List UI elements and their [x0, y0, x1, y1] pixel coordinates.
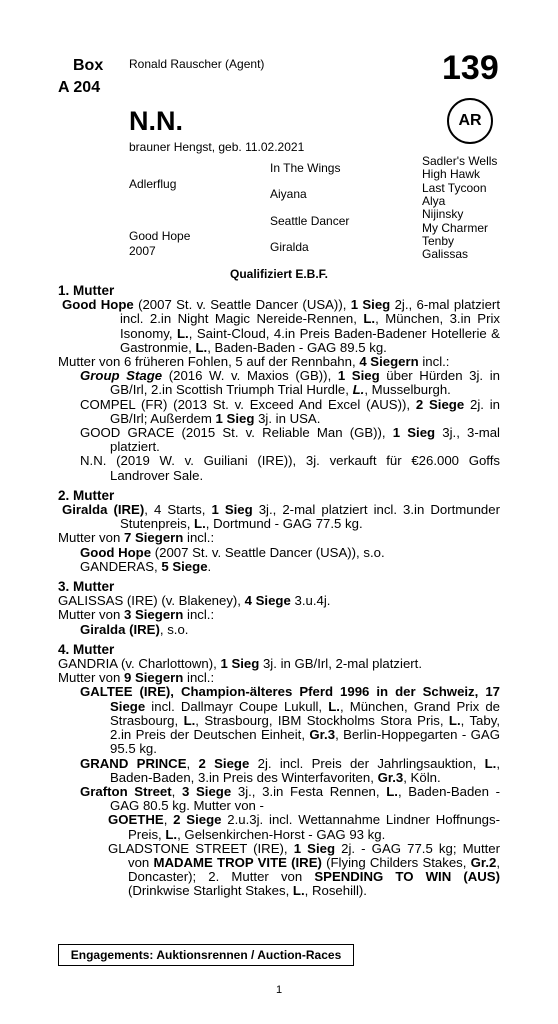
text: ,: [171, 783, 183, 799]
dam-name: Giralda (IRE): [62, 502, 145, 518]
box-number: A 204: [58, 79, 101, 96]
pedigree-dam: Good Hope: [129, 229, 191, 243]
lot-number: 139: [442, 49, 499, 87]
text: 3j. in GB/Irl, 2-mal platziert.: [259, 656, 423, 672]
text: , Rosehill).: [304, 883, 367, 899]
page-number: 1: [275, 984, 283, 996]
pedigree-gen2: Seattle Dancer: [270, 214, 350, 228]
dam-name: Good Hope: [62, 297, 134, 313]
text: 2j. in GB/Irl; Außerdem: [110, 396, 500, 426]
pedigree-sire: Adlerflug: [129, 177, 177, 191]
bold: 3 Siegern: [123, 607, 184, 623]
text: , München, 3.in Prix Isonomy,: [120, 311, 500, 341]
text: , Köln.: [403, 769, 441, 785]
produce-entry: [58, 398, 500, 426]
text: , Taby, 2.in Preis der Deutschen Einheit,: [110, 712, 500, 743]
text: (2016 W. v. Maxios (GB)),: [162, 368, 338, 384]
text: incl.:: [183, 607, 215, 623]
text: 3j., 3.in Festa Rennen,: [231, 783, 387, 799]
text: ,: [163, 812, 174, 828]
text: , Saint-Cloud, 4.in Preis Baden-Badener Hotellerie & Gastronmie,: [120, 325, 500, 355]
bold: 5 Siege: [161, 558, 208, 574]
text: , Dortmund - GAG 77.5 kg.: [205, 516, 363, 532]
produce-entry: [58, 454, 500, 482]
section-heading: 1. Mutter: [58, 283, 115, 298]
text: , Baden-Baden - GAG 89.5 kg.: [207, 339, 387, 355]
text: (2007 St. v. Seattle Dancer (USA)), s.o.: [151, 544, 385, 560]
bold: 1 Sieg: [293, 840, 335, 856]
pedigree-gen2: Aiyana: [270, 187, 307, 201]
text: GANDERAS,: [80, 558, 162, 574]
text: incl. Dallmayr Coupe Lukull,: [145, 698, 329, 714]
bold: L.: [194, 516, 206, 532]
dam-entry: [58, 503, 500, 531]
text: , München, Grand Prix de Strasbourg,: [110, 698, 500, 728]
text: (Drinkwise Starlight Stakes,: [128, 883, 293, 899]
bold: 2 Siege: [415, 396, 465, 412]
text: 3j. in USA.: [254, 410, 321, 426]
text: Mutter von: [58, 670, 124, 686]
pedigree-gen2: Giralda: [270, 240, 309, 254]
ar-badge: [447, 98, 493, 144]
produce-entry: [58, 560, 500, 574]
text: , Gelsenkirchen-Horst - GAG 93 kg.: [177, 826, 386, 842]
bold: Gr.3: [377, 769, 404, 785]
text: incl.:: [183, 530, 215, 546]
pedigree-gen3: Tenby: [422, 234, 455, 248]
pedigree-gen3: Galissas: [422, 247, 469, 261]
produce-entry: [58, 685, 500, 756]
bold: L.: [328, 698, 340, 714]
text: Mutter von: [58, 607, 124, 623]
produce-name: GALTEE (IRE), Champion-älteres Pferd 1996 in der Schweiz, 17 Siege: [80, 684, 500, 714]
bold: 1 Sieg: [220, 656, 260, 672]
pedigree-dam-year: 2007: [129, 244, 156, 258]
produce-name: Group Stage: [80, 368, 163, 384]
grandproduce-entry: [58, 842, 500, 899]
text: 2j. - GAG 77.5 kg; Mutter von: [128, 840, 500, 870]
bold: L.: [352, 382, 365, 398]
produce-name: Good Hope: [80, 544, 152, 560]
dam-entry: [58, 298, 500, 355]
text: Mutter von: [58, 530, 124, 546]
text: 2j., 6-mal platziert incl. 2.in Night Magic Nereide-Rennen,: [120, 297, 500, 327]
bold: SPENDING TO WIN (AUS): [314, 869, 500, 885]
text: .: [207, 558, 212, 574]
pedigree-gen2: In The Wings: [270, 161, 341, 175]
produce-intro: [58, 531, 500, 545]
agent: Ronald Rauscher (Agent): [129, 57, 265, 71]
produce-name: GRAND PRINCE: [80, 755, 187, 771]
text: GOOD GRACE (2015 St. v. Reliable Man (GB)),: [80, 425, 393, 441]
bold: 1 Sieg: [350, 297, 391, 313]
text: 3j., 3-mal platziert.: [110, 425, 500, 455]
text: über Hürden 3j. in GB/Irl, 2.in Scottish Triumph Trial Hurdle,: [110, 368, 500, 398]
text: (2007 St. v. Seattle Dancer (USA)),: [133, 297, 351, 313]
bold: 9 Siegern: [123, 670, 184, 686]
produce-intro: [58, 355, 500, 369]
engagements-box: Engagements: Auktionsrennen / Auction-Races: [58, 944, 354, 966]
text: GANDRIA (v. Charlottown),: [58, 656, 221, 672]
text: 3.u.4j.: [290, 593, 331, 609]
pedigree-gen3: Nijinsky: [422, 207, 464, 221]
text: 3j., 2-mal platziert incl. 3.in Dortmunder Stutenpreis,: [120, 502, 500, 532]
pedigree-gen3: Sadler's Wells: [422, 154, 498, 168]
bold: 1 Sieg: [337, 368, 380, 384]
bold: 2 Siege: [198, 755, 250, 771]
bold: L.: [195, 339, 208, 355]
bold: 7 Siegern: [123, 530, 184, 546]
horse-name: N.N.: [129, 106, 183, 136]
bold: L.: [484, 755, 497, 771]
text: , Baden-Baden, 3.in Preis des Winterfavoriten,: [110, 755, 501, 785]
text: , s.o.: [159, 621, 189, 637]
bold: Gr.3: [309, 727, 336, 743]
produce-entry: [58, 623, 500, 637]
section-heading: 2. Mutter: [58, 487, 115, 503]
section-heading: 4. Mutter: [58, 641, 115, 657]
bold: L.: [448, 712, 461, 728]
box-label: Box: [73, 57, 104, 74]
text: , Strasbourg, IBM Stockholms Stora Pris,: [195, 712, 449, 728]
text: 2j. incl. Preis der Jahrlingsauktion,: [249, 755, 485, 771]
text: 2.u.3j. incl. Wettannahme Lindner Hoffnungs-Preis,: [128, 812, 500, 842]
bold: 2 Siege: [173, 812, 222, 828]
bold: L.: [292, 883, 305, 899]
text: incl.:: [183, 670, 215, 686]
pedigree-gen3: Last Tycoon: [422, 181, 487, 195]
text: , Musselburgh.: [364, 382, 451, 398]
qualified-note: Qualifiziert E.B.F.: [229, 267, 328, 281]
bold: 1 Sieg: [215, 410, 255, 426]
bold: 4 Siege: [244, 593, 291, 609]
horse-description: brauner Hengst, geb. 11.02.2021: [129, 140, 305, 154]
bold: Gr.2: [470, 854, 497, 870]
pedigree-gen3: My Charmer: [422, 221, 489, 235]
bold: L.: [386, 783, 398, 799]
bold: L.: [183, 712, 196, 728]
bold: 1 Sieg: [392, 425, 436, 441]
produce-name: Giralda (IRE): [80, 621, 160, 637]
produce-entry: [58, 757, 500, 785]
text: , Berlin-Hoppegarten - GAG 95.5 kg.: [110, 727, 500, 757]
text: , 4 Starts,: [144, 502, 212, 518]
produce-intro: [58, 671, 500, 685]
text: COMPEL (FR) (2013 St. v. Exceed And Excel (AUS)),: [80, 396, 416, 412]
dam-entry: [58, 594, 500, 608]
bold: 3 Siege: [182, 783, 232, 799]
text: N.N. (2019 W. v. Guiliani (IRE)), 3j. verkauft für €26.000 Goffs Landrover Sale.: [80, 453, 500, 483]
produce-entry: [58, 546, 500, 560]
bold: L.: [363, 311, 376, 327]
bold: 1 Sieg: [211, 502, 253, 518]
text: incl.:: [418, 354, 450, 370]
box-label-block: [58, 55, 104, 99]
text: (Flying Childers Stakes,: [321, 854, 471, 870]
text: , Doncaster); 2. Mutter von: [128, 854, 500, 885]
text: GLADSTONE STREET (IRE),: [108, 840, 294, 856]
text: , Baden-Baden - GAG 80.5 kg. Mutter von -: [110, 783, 501, 814]
produce-entry: [58, 785, 500, 813]
dam-entry: [58, 657, 500, 671]
produce-name: Grafton Street: [80, 783, 172, 799]
pedigree-gen3: High Hawk: [422, 167, 481, 181]
produce-name: GOETHE: [108, 812, 164, 828]
bold: 4 Siegern: [359, 354, 419, 370]
text: ,: [186, 755, 199, 771]
pedigree-gen3: Alya: [422, 194, 446, 208]
text: GALISSAS (IRE) (v. Blakeney),: [58, 593, 245, 609]
produce-intro: [58, 608, 500, 622]
grandproduce-entry: [58, 813, 500, 841]
produce-entry: [58, 369, 500, 397]
produce-entry: [58, 426, 500, 454]
text: Mutter von 6 früheren Fohlen, 5 auf der Rennbahn,: [58, 354, 360, 370]
section-heading: 3. Mutter: [58, 579, 115, 595]
bold: MADAME TROP VITE (IRE): [153, 854, 322, 870]
family-content: [58, 284, 500, 899]
ar-badge-label: AR: [458, 112, 482, 129]
bold: L.: [165, 826, 178, 842]
bold: L.: [177, 325, 189, 341]
